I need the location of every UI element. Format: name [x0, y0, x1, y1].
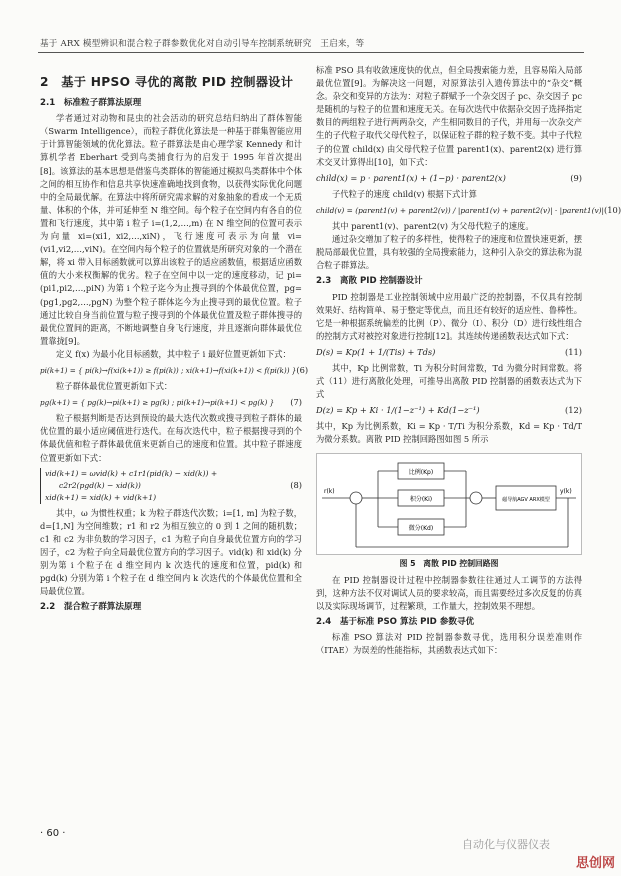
subsection-2-4: 2.4 基于标准 PSO 算法 PID 参数寻优: [316, 616, 475, 627]
i-block-label: 积分(Ki): [409, 495, 433, 503]
pid-diagram: [316, 453, 582, 555]
pid-loop-figure: [316, 453, 582, 555]
watermark: 自动化与仪器仪表: [462, 838, 550, 851]
paragraph: 子代粒子的速度 child(v) 根据下式计算: [332, 188, 477, 199]
equation-number: (6): [296, 364, 309, 375]
paragraph: 其中，ω 为惯性权重；k 为粒子群迭代次数；i=[1, m] 为粒子数，d=[1,N] 为空间维数；r1 和 r2 为相互独立的 0 到 1 之间的随机数；c1 和 c2 为非负数的学习因子，c1 为粒子向自身最优位置方向的学习因子，c2 为粒子向全局最优位置方向的学习因子。vid(k) 和 xid(k) 分别为第 i 个粒子在 d 维空间内 k 次迭代的速度和位置，pid(k) 和 pgd(k) 分别为第 i 个粒子在 d 维空间内 k 次迭代的个体最优位置和全局最优位置。: [40, 507, 302, 597]
equation-body: D(z) = Kp + Ki · 1/(1−z⁻¹) + Kd(1−z⁻¹): [316, 405, 480, 416]
equation-body: pi(k+1) = { pi(k)→f(xi(k+1)) ≥ f(pi(k)) ; xi(k+1)→f(xi(k+1)) < f(pi(k)) }: [40, 365, 297, 375]
output-label: y(k): [560, 487, 572, 495]
page-number: · 60 ·: [40, 828, 66, 839]
paragraph: 在 PID 控制器设计过程中控制器参数往往通过人工调节的方法得到，这种方法不仅对调试人员的要求较高，而且需要经过多次反复的仿真以及实际现场调节，过程繁琐，工作量大，控制效果不理想。: [316, 574, 582, 611]
equation-line: vid(k+1) = ωvid(k) + c1r1(pid(k) − xid(k)) +: [45, 468, 218, 478]
paragraph: 学者通过对动物和昆虫的社会活动的研究总结归纳出了群体智能（Swarm Intelligence），而粒子群优化算法是一种基于群集智能应用于计算智能领域的优化算法。粒子群算法是由心理学家 Kennedy 和计算机学者 Eberhart 受到鸟类捕食行为的启发于 1995 年首次提出[8]。该算法的基本思想是借鉴鸟类群体的智能通过模拟鸟类群体中个体之间的相互协作和信息共享快速准确地找到食物，以获得实际优化问题中的全局最优解。在算法中将所研究需求解的对象抽象的看成一个无质量、体积的个体，并可延伸至 N 维空间。每个粒子在空间内有各自的位置和飞行速度，其中第 i 粒子 i=(1,2,…,m) 在 N 维空间的位置可表示为向量 xi=(xi1, xi2,…,xiN)，飞行速度可表示为向量 vi=(vi1,vi2,…,viN)。在空间内每个粒子的位置就是所研究对象的一个潜在解，将 xi 带入目标函数就可以算出该粒子的适应函数值，根据适应函数值的大小来权衡解的优劣。粒子在空间中以一定的速度移动，记 pi=(pi1,pi2,…,piN) 为第 i 个粒子迄今为止搜寻到的个体最优位置，pg=(pg1,pg2,…,pgN) 为整个粒子群体迄今为止搜寻到的最优位置。粒子通过比较自身当前位置与粒子搜寻到的个体最优位置及粒子群体搜寻的最优位置间的距离，不断地调整自身飞行速度，并且逐渐向群体最优位置靠拢[9]。: [40, 113, 302, 346]
paragraph: PID 控制器是工业控制领域中应用最广泛的控制器，不仅具有控制效果好、结构简单、易于整定等优点，而且还有较好的适应性、鲁棒性。它是一种根据系统偏差的比例（P）、微分（I）、积分（D）进行线性组合的控制方式对被控对象进行控制[12]。其连续传递函数表达式如下式：: [316, 291, 582, 341]
equation-body: D(s) = Kp(1 + 1/(Tis) + Tds): [316, 346, 436, 357]
left-column: [40, 64, 309, 616]
paragraph: 标准 PSO 具有收敛速度快的优点，但全局搜索能力差，且容易陷入局部最优位置[9]。为解决这一问题，对原算法引入遗传算法中的“杂交”概念。杂交和变异的方法为：对粒子群赋予一个杂交因子 pc、杂交因子 pc 是随机的与粒子的位置和速度无关。在每次迭代中依据杂交因子选择指定数目的两组粒子进行两两杂交，产生相同数目的子代，并用每一次杂交产生的子代粒子取代父母代粒子，以保证粒子群的粒子数不变。其中子代粒子的位置 child(x) 由父母代粒子位置 parent1(x)、parent2(x) 进行算术交叉计算得出[10]，如下式：: [316, 65, 582, 167]
paragraph: 其中 parent1(v)、parent2(v) 为父母代粒子的速度。: [332, 221, 534, 232]
figure-caption: 图 5 离散 PID 控制回路图: [399, 558, 499, 568]
paragraph: 定义 f(x) 为最小化目标函数，其中粒子 i 最好位置更新如下式：: [56, 348, 291, 359]
equation-line: xid(k+1) = xid(k) + vid(k+1): [45, 492, 157, 502]
paragraph: 粒子根据判断是否达到预设的最大迭代次数或搜寻到粒子群体的最优位置的最小适应阈值进行迭代。在每次迭代中，粒子根据搜寻到的个体最优值和粒子群体最优值来更新自己的速度和位置。其中粒子群速度位置更新如下式：: [40, 413, 302, 463]
equation-10: [316, 204, 621, 217]
equation-number: (11): [564, 346, 582, 357]
equation-number: (10): [604, 204, 621, 215]
equation-number: (9): [570, 172, 582, 183]
right-column: [316, 64, 621, 657]
equation-body: child(x) = p · parent1(x) + (1−p) · parent2(x): [316, 172, 506, 183]
section-title: 2 基于 HPSO 寻优的离散 PID 控制器设计: [40, 75, 294, 89]
equation-6: [40, 364, 309, 377]
running-header: 基于 ARX 模型辨识和混合粒子群参数优化对自动引导车控制系统研究 王启来，等: [40, 39, 365, 49]
equation-11: [316, 346, 582, 359]
subsection-2-2: 2.2 混合粒子群算法原理: [40, 602, 142, 613]
paragraph: 标准 PSO 算法对 PID 控制器参数寻优，选用积分误差准则作（ITAE）为误差的性能指标，其函数表达式如下：: [316, 632, 582, 656]
input-label: r(k): [324, 487, 335, 495]
equation-line: c2r2(pgd(k) − xid(k)): [59, 480, 141, 490]
equation-12: [316, 404, 582, 417]
equation-number: (12): [564, 405, 582, 416]
p-block-label: 比例(Kp): [408, 468, 434, 476]
equation-9: [316, 172, 582, 185]
paragraph: 粒子群体最优位置更新如下式：: [56, 381, 173, 392]
header-rule: [38, 52, 584, 53]
paragraph: 其中，Kp 比例常数，Ti 为积分时间常数，Td 为微分时间常数。将式（11）进行离散化处理，可推导出离散 PID 控制器的函数表达式为下式: [316, 362, 582, 400]
paragraph: 通过杂交增加了粒子的多样性，使得粒子的速度和位置快速更新，摆脱局部最优位置，具有较强的全局搜索能力，这种引入杂交的算法称为混合粒子群算法。: [316, 234, 582, 271]
equation-body: [40, 468, 217, 504]
paragraph: 其中，Kp 为比例系数，Ki = Kp · T/Ti 为积分系数，Kd = Kp · Td/T 为微分系数。离散 PID 控制回路图如图 5 所示: [316, 421, 582, 445]
equation-body: pg(k+1) = { pg(k)→pi(k+1) ≥ pg(k) ; pi(k+1)→pi(k+1) < pg(k) }: [40, 398, 275, 408]
equation-7: [40, 396, 302, 409]
equation-body: child(v) = (parent1(v) + parent2(v)) / |parent1(v) + parent2(v)| · |parent1(v)|: [316, 205, 605, 215]
equation-8: [40, 468, 302, 504]
d-block-label: 微分(Kd): [408, 524, 434, 532]
equation-number: (8): [290, 480, 302, 491]
subsection-2-1: 2.1 标准粒子群算法原理: [40, 98, 142, 109]
subsection-2-3: 2.3 离散 PID 控制器设计: [316, 276, 423, 287]
watermark-logo: 思创网: [576, 856, 616, 871]
plant-label: 磁导航AGV ARX模型: [502, 496, 550, 503]
equation-number: (7): [290, 397, 302, 408]
